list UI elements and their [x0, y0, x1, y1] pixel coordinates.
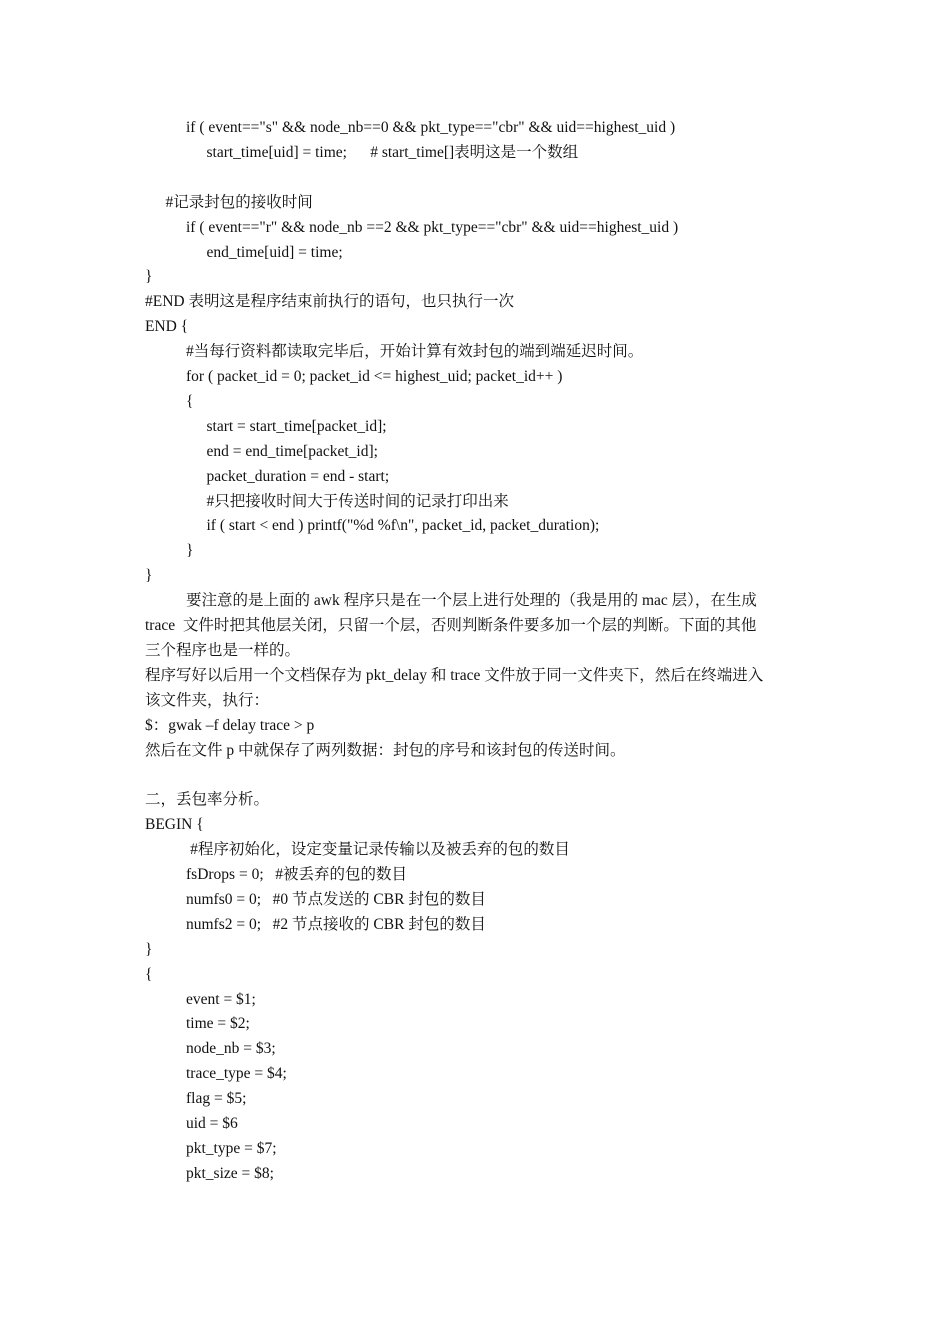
text-line: node_nb = $3; — [186, 1040, 276, 1058]
text-line: if ( event=="s" && node_nb==0 && pkt_type=="cbr" && uid==highest_uid ) — [186, 119, 676, 136]
text-line: time = $2; — [186, 1015, 250, 1033]
text-line: numfs2 = 0; #2 节点接收的 CBR 封包的数目 — [186, 915, 486, 933]
text-line: 三个程序也是一样的。 — [145, 641, 301, 659]
text-line: end_time[uid] = time; — [206, 243, 343, 261]
text-line: pkt_size = $8; — [186, 1164, 274, 1182]
text-line: } — [145, 940, 153, 958]
text-line: 该文件夹，执行： — [145, 691, 270, 709]
text-line: start_time[uid] = time; # start_time[]表明这是一个数组 — [206, 143, 579, 161]
text-line: 然后在文件 p 中就保存了两列数据：封包的序号和该封包的传送时间。 — [145, 741, 626, 759]
text-line: #当每行资料都读取完毕后，开始计算有效封包的端到端延迟时间。 — [186, 343, 644, 361]
text-line: END { — [145, 318, 189, 336]
text-line: if ( start < end ) printf("%d %f\n", packet_id, packet_duration); — [206, 517, 600, 535]
text-line: $：gwak –f delay trace > p — [145, 716, 315, 734]
text-line: start = start_time[packet_id]; — [206, 417, 387, 435]
text-line: { — [145, 965, 153, 983]
text-line: for ( packet_id = 0; packet_id <= highest_uid; packet_id++ ) — [186, 368, 563, 385]
text-line: } — [186, 542, 194, 560]
text-line: trace 文件时把其他层关闭，只留一个层，否则判断条件要多加一个层的判断。下面的其他 — [145, 617, 757, 634]
text-line: 程序写好以后用一个文档保存为 pkt_delay 和 trace 文件放于同一文件夹下，然后在终端进入 — [145, 666, 764, 684]
text-line: BEGIN { — [145, 816, 204, 834]
text-line: #记录封包的接收时间 — [165, 193, 313, 211]
text-line: { — [186, 392, 194, 410]
text-line: if ( event=="r" && node_nb ==2 && pkt_type=="cbr" && uid==highest_uid ) — [186, 218, 679, 236]
text-line: event = $1; — [186, 990, 256, 1008]
text-line: #程序初始化，设定变量记录传输以及被丢弃的包的数目 — [190, 841, 570, 859]
text-line: pkt_type = $7; — [186, 1139, 277, 1157]
text-line: trace_type = $4; — [186, 1065, 287, 1083]
text-line: #只把接收时间大于传送时间的记录打印出来 — [206, 492, 509, 510]
text-line: end = end_time[packet_id]; — [206, 442, 378, 460]
text-line: #END 表明这是程序结束前执行的语句，也只执行一次 — [145, 293, 514, 311]
text-line: flag = $5; — [186, 1090, 247, 1108]
text-line: 要注意的是上面的 awk 程序只是在一个层上进行处理的（我是用的 mac 层），在生成 — [186, 592, 757, 610]
text-line: uid = $6 — [186, 1115, 238, 1132]
text-line: } — [145, 567, 153, 585]
text-line: fsDrops = 0; #被丢弃的包的数目 — [186, 866, 408, 883]
text-line: numfs0 = 0; #0 节点发送的 CBR 封包的数目 — [186, 890, 486, 908]
text-line: 二，丢包率分析。 — [145, 791, 270, 809]
text-line: } — [145, 268, 153, 286]
text-line: packet_duration = end - start; — [206, 467, 390, 485]
